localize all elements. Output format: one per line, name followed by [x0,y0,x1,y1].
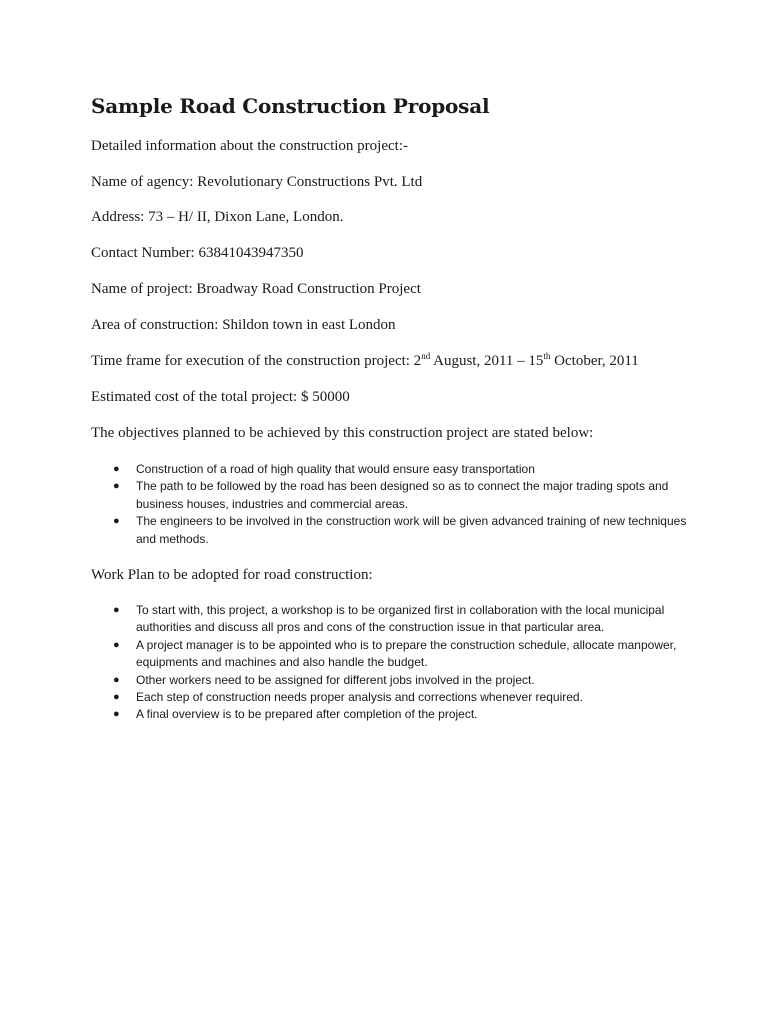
time-frame-end: October, 2011 [550,353,639,369]
intro-text: Detailed information about the construction project:- [91,138,408,154]
list-item [113,637,693,672]
list-item [113,672,693,689]
time-frame-ordinal-1: nd [421,351,431,361]
time-frame-line [91,353,639,370]
list-item-text: To start with, this project, a workshop is to be organized first in collaboration with the local municipal authorities and discuss all pros and cons of the construction issue in that particular area. [136,603,665,635]
address-line: Address: 73 – H/ II, Dixon Lane, London. [91,209,344,225]
agency-line: Name of agency: Revolutionary Constructions Pvt. Ltd [91,174,423,190]
bullet-icon: ● [113,463,120,475]
list-item [113,602,693,637]
bullet-icon: ● [113,708,120,721]
list-item-text: The engineers to be involved in the construction work will be given advanced training of new techniques and methods. [136,514,687,546]
document-title: Sample Road Construction Proposal [91,94,490,118]
time-frame-middle: August, 2011 – 15 [430,353,544,369]
list-item-text: The path to be followed by the road has been designed so as to connect the major trading spots and business houses, industries and commercial areas. [136,479,669,511]
list-item [113,706,693,723]
list-item [113,513,693,548]
list-item-text: Construction of a road of high quality that would ensure easy transportation [136,462,535,476]
bullet-icon: ● [113,604,120,616]
list-item-text: Each step of construction needs proper analysis and corrections whenever required. [136,690,583,705]
workplan-heading: Work Plan to be adopted for road construction: [91,567,373,583]
list-item-text: A project manager is to be appointed who is to prepare the construction schedule, allocate manpower, equipments and machines and also handle the budget. [136,637,677,670]
area-line: Area of construction: Shildon town in east London [91,317,396,333]
list-item-text: A final overview is to be prepared after completion of the project. [136,707,478,722]
bullet-icon: ● [113,638,120,651]
objectives-list [113,461,693,548]
time-frame-label: Time frame for execution of the construction project: 2 [91,353,422,369]
workplan-list [113,602,693,724]
project-name-line: Name of project: Broadway Road Construction Project [91,281,421,297]
time-frame-ordinal-2: th [543,351,551,361]
list-item [113,461,693,478]
contact-line: Contact Number: 63841043947350 [91,245,304,261]
cost-line: Estimated cost of the total project: $ 50000 [91,389,350,405]
bullet-icon: ● [113,515,120,528]
bullet-icon: ● [113,480,120,493]
list-item [113,478,693,513]
list-item-text: Other workers need to be assigned for different jobs involved in the project. [136,672,535,687]
list-item [113,689,693,706]
objectives-heading: The objectives planned to be achieved by this construction project are stated below: [91,425,594,441]
bullet-icon: ● [113,691,120,704]
bullet-icon: ● [113,673,120,686]
